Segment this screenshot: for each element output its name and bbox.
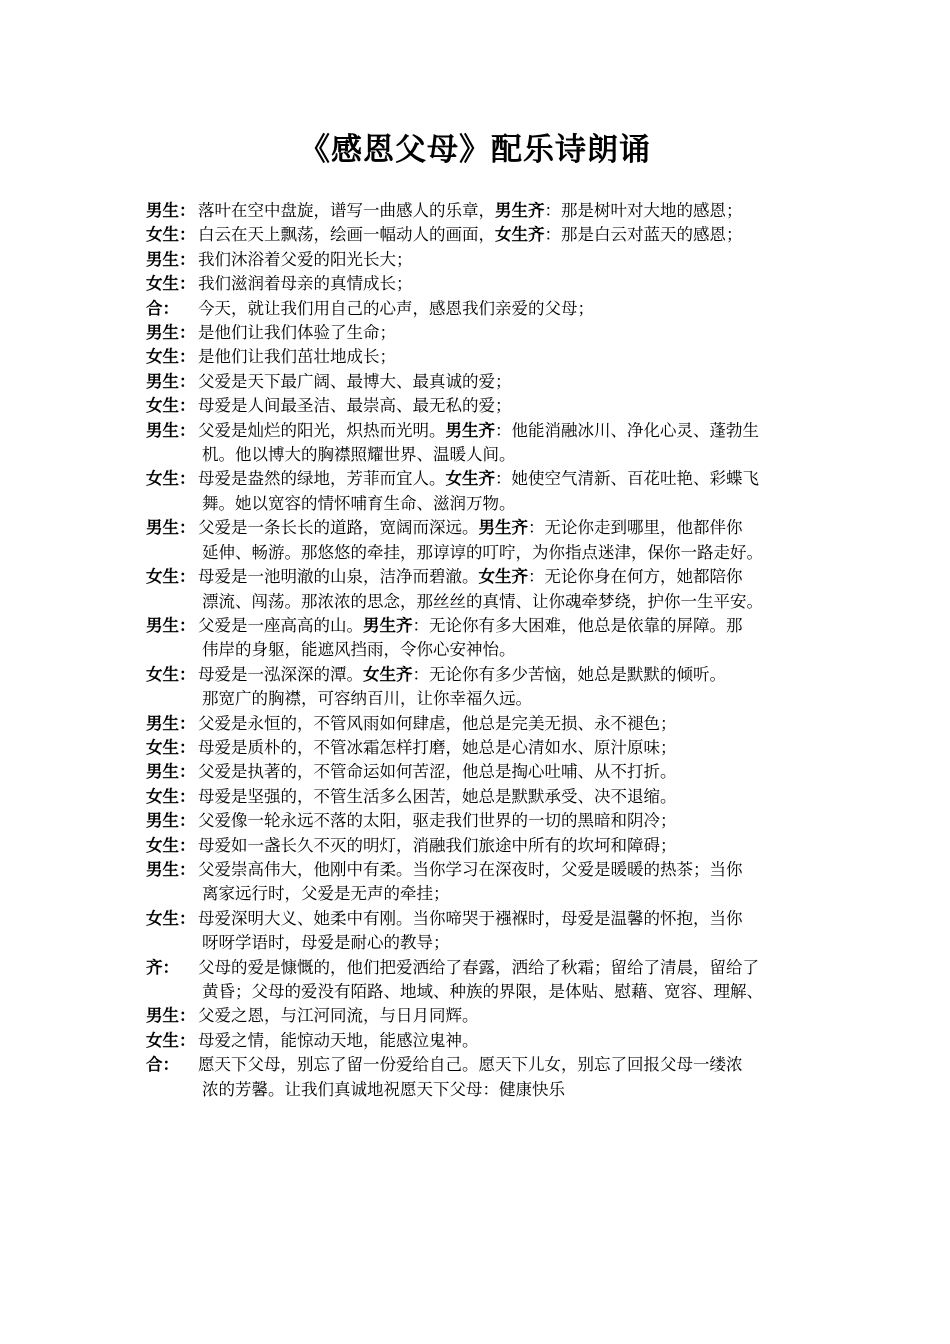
text-line bbox=[198, 272, 810, 296]
poem-paragraph bbox=[146, 248, 810, 272]
speaker-label: 男生： bbox=[146, 518, 196, 538]
line-text: 我们滋润着母亲的真情成长； bbox=[198, 274, 413, 294]
text-line bbox=[202, 590, 810, 614]
line-text: 母爱是一池明澈的山泉，洁净而碧澈。 bbox=[198, 567, 479, 587]
speaker-label: 齐： bbox=[146, 957, 179, 977]
line-text: 那宽广的胸襟，可容纳百川，让你幸福久远。 bbox=[202, 689, 532, 709]
text-line bbox=[202, 882, 810, 906]
line-text: 伟岸的身躯，能遮风挡雨，令你心安神怡。 bbox=[202, 640, 516, 660]
chorus-tag: 男生齐 bbox=[495, 201, 545, 220]
text-line bbox=[198, 516, 810, 540]
poem-paragraph bbox=[146, 614, 810, 663]
text-line bbox=[198, 467, 810, 491]
chorus-tag: 男生齐 bbox=[363, 615, 413, 635]
speaker-label: 男生： bbox=[146, 420, 196, 440]
line-text: 父爱是一座高高的山。 bbox=[198, 615, 363, 635]
line-text: 今天，就让我们用自己的心声，感恩我们亲爱的父母； bbox=[198, 298, 594, 318]
text-line bbox=[202, 687, 810, 711]
paragraph-lines bbox=[198, 419, 810, 468]
poem-paragraph bbox=[146, 907, 810, 956]
poem-paragraph bbox=[146, 272, 810, 296]
speaker-label: 女生： bbox=[146, 274, 196, 294]
speaker-label: 女生： bbox=[146, 835, 196, 855]
text-line bbox=[202, 443, 810, 467]
paragraph-lines bbox=[198, 1029, 810, 1053]
chorus-tag: 女生齐 bbox=[445, 469, 495, 489]
paragraph-lines bbox=[198, 760, 810, 784]
speaker-label: 合： bbox=[146, 1055, 179, 1075]
paragraph-lines bbox=[198, 321, 810, 345]
line-text: 舞。她以宽容的情怀哺育生命、滋润万物。 bbox=[202, 493, 516, 513]
speaker-label: 男生： bbox=[146, 1006, 196, 1026]
poem-paragraph bbox=[146, 760, 810, 784]
line-text: 母爱是盎然的绿地，芳菲而宜人。 bbox=[198, 469, 446, 489]
speaker-label: 女生： bbox=[146, 225, 196, 245]
text-line bbox=[198, 345, 810, 369]
page-title: 《感恩父母》配乐诗朗诵 bbox=[299, 132, 651, 168]
line-text: 父爱是灿烂的阳光，炽热而光明。 bbox=[198, 420, 446, 440]
poem-paragraph bbox=[146, 785, 810, 809]
poem-paragraph bbox=[146, 1004, 810, 1028]
paragraph-lines bbox=[198, 834, 810, 858]
line-text: 父爱是永恒的，不管风雨如何肆虐，他总是完美无损、永不褪色； bbox=[198, 713, 677, 733]
line-text: ：无论你有多少苦恼，她总是默默的倾听。 bbox=[412, 664, 726, 684]
line-text: 父爱是执著的，不管命运如何苦涩，他总是掏心吐哺、从不打折。 bbox=[198, 762, 677, 782]
line-text: 呀呀学语时，母爱是耐心的教导； bbox=[202, 933, 450, 953]
line-text: 机。他以博大的胸襟照耀世界、温暖人间。 bbox=[202, 445, 516, 465]
line-text: 延伸、畅游。那悠悠的牵挂，那谆谆的叮咛，为你指点迷津，保你一路走好。 bbox=[202, 542, 763, 562]
paragraph-lines bbox=[198, 297, 810, 321]
chorus-tag: 女生齐 bbox=[495, 225, 545, 245]
speaker-label: 女生： bbox=[146, 1030, 196, 1050]
text-line bbox=[198, 858, 810, 882]
text-line bbox=[198, 394, 810, 418]
paragraph-lines bbox=[198, 785, 810, 809]
line-text: 我们沐浴着父爱的阳光长大； bbox=[198, 249, 413, 269]
paragraph-lines bbox=[198, 248, 810, 272]
poem-paragraph bbox=[146, 712, 810, 736]
paragraph-lines bbox=[198, 858, 810, 907]
paragraph-lines bbox=[198, 956, 810, 1005]
text-line bbox=[198, 956, 810, 980]
line-text: 父爱是天下最广阔、最博大、最真诚的爱； bbox=[198, 371, 512, 391]
speaker-label: 男生： bbox=[146, 323, 196, 343]
text-line bbox=[202, 931, 810, 955]
text-line bbox=[198, 321, 810, 345]
speaker-label: 女生： bbox=[146, 396, 196, 416]
speaker-label: 男生： bbox=[146, 249, 196, 269]
line-text: 母爱是坚强的，不管生活多么困苦，她总是默默承受、决不退缩。 bbox=[198, 786, 677, 806]
paragraph-lines bbox=[198, 516, 810, 565]
speaker-label: 女生： bbox=[146, 567, 196, 587]
line-text: 白云在天上飘荡，绘画一幅动人的画面， bbox=[198, 225, 495, 245]
line-text: 母爱是人间最圣洁、最崇高、最无私的爱； bbox=[198, 396, 512, 416]
text-line bbox=[198, 663, 810, 687]
poem-paragraph bbox=[146, 565, 810, 614]
poem-paragraph bbox=[146, 199, 810, 223]
poem-paragraph bbox=[146, 1053, 810, 1102]
paragraph-lines bbox=[198, 199, 810, 223]
poem-paragraph bbox=[146, 467, 810, 516]
paragraph-lines bbox=[198, 370, 810, 394]
line-text: 是他们让我们茁壮地成长； bbox=[198, 347, 396, 367]
line-text: 母爱是一泓深深的潭。 bbox=[198, 664, 363, 684]
line-text: 母爱如一盏长久不灭的明灯，消融我们旅途中所有的坎坷和障碍； bbox=[198, 835, 677, 855]
text-line bbox=[198, 760, 810, 784]
paragraph-lines bbox=[198, 809, 810, 833]
poem-paragraph bbox=[146, 223, 810, 247]
text-line bbox=[198, 565, 810, 589]
speaker-label: 女生： bbox=[146, 737, 196, 757]
speaker-label: 女生： bbox=[146, 908, 196, 928]
chorus-tag: 男生齐 bbox=[445, 420, 495, 440]
poem-paragraph bbox=[146, 297, 810, 321]
poem-paragraph bbox=[146, 834, 810, 858]
poem-body bbox=[146, 199, 810, 1102]
paragraph-lines bbox=[198, 1053, 810, 1102]
paragraph-lines bbox=[198, 736, 810, 760]
paragraph-lines bbox=[198, 712, 810, 736]
text-line bbox=[202, 541, 810, 565]
poem-paragraph bbox=[146, 419, 810, 468]
text-line bbox=[198, 297, 810, 321]
poem-paragraph bbox=[146, 394, 810, 418]
line-text: 愿天下父母，别忘了留一份爱给自己。愿天下儿女，别忘了回报父母一缕浓 bbox=[198, 1055, 743, 1075]
speaker-label: 男生： bbox=[146, 859, 196, 879]
speaker-label: 女生： bbox=[146, 347, 196, 367]
paragraph-lines bbox=[198, 614, 810, 663]
speaker-label: 男生： bbox=[146, 371, 196, 391]
poem-paragraph bbox=[146, 370, 810, 394]
paragraph-lines bbox=[198, 1004, 810, 1028]
poem-paragraph bbox=[146, 345, 810, 369]
text-line bbox=[198, 1029, 810, 1053]
chorus-tag: 女生齐 bbox=[363, 664, 413, 684]
line-text: ：无论你有多大困难，他总是依靠的屏障。那 bbox=[412, 615, 743, 635]
text-line bbox=[198, 712, 810, 736]
text-line bbox=[198, 1004, 810, 1028]
paragraph-lines bbox=[198, 565, 810, 614]
speaker-label: 男生： bbox=[146, 762, 196, 782]
line-text: 母爱是质朴的，不管冰霜怎样打磨，她总是心清如水、原汁原味； bbox=[198, 737, 677, 757]
paragraph-lines bbox=[198, 907, 810, 956]
line-text: 黄昏；父母的爱没有陌路、地域、种族的界限，是体贴、慰藉、宽容、理解、 bbox=[202, 982, 763, 1001]
line-text: ：那是白云对蓝天的感恩； bbox=[544, 225, 743, 245]
text-line bbox=[198, 370, 810, 394]
poem-paragraph bbox=[146, 1029, 810, 1053]
line-text: 母爱之情，能惊动天地，能感泣鬼神。 bbox=[198, 1030, 479, 1050]
text-line bbox=[198, 736, 810, 760]
text-line bbox=[198, 1053, 810, 1077]
text-line bbox=[202, 492, 810, 516]
poem-paragraph bbox=[146, 736, 810, 760]
text-line bbox=[198, 614, 810, 638]
line-text: 母爱深明大义、她柔中有刚。当你啼哭于襁褓时，母爱是温馨的怀抱，当你 bbox=[198, 908, 743, 928]
text-line bbox=[198, 907, 810, 931]
text-line bbox=[198, 223, 810, 247]
line-text: ：无论你身在何方，她都陪你 bbox=[528, 567, 743, 587]
text-line bbox=[198, 248, 810, 272]
poem-paragraph bbox=[146, 858, 810, 907]
speaker-label: 女生： bbox=[146, 469, 196, 489]
line-text: ：他能消融冰川、净化心灵、蓬勃生 bbox=[495, 420, 759, 440]
line-text: 父爱像一轮永远不落的太阳，驱走我们世界的一切的黑暗和阴冷； bbox=[198, 811, 677, 831]
speaker-label: 男生： bbox=[146, 713, 196, 733]
chorus-tag: 男生齐 bbox=[478, 518, 528, 538]
text-line bbox=[198, 199, 810, 223]
line-text: 父母的爱是慷慨的，他们把爱洒给了春露，洒给了秋霜；留给了清晨，留给了 bbox=[198, 957, 759, 977]
line-text: ：那是树叶对大地的感恩； bbox=[544, 201, 743, 220]
line-text: 是他们让我们体验了生命； bbox=[198, 323, 396, 343]
speaker-label: 男生： bbox=[146, 615, 196, 635]
speaker-label: 男生： bbox=[146, 201, 196, 220]
paragraph-lines bbox=[198, 394, 810, 418]
line-text: ：她使空气清新、百花吐艳、彩蝶飞 bbox=[495, 469, 759, 489]
text-line bbox=[198, 809, 810, 833]
text-line bbox=[202, 1078, 810, 1102]
paragraph-lines bbox=[198, 345, 810, 369]
speaker-label: 合： bbox=[146, 298, 179, 318]
text-line bbox=[202, 980, 810, 1004]
poem-paragraph bbox=[146, 516, 810, 565]
line-text: 浓的芳馨。让我们真诚地祝愿天下父母：健康快乐 bbox=[202, 1079, 565, 1099]
paragraph-lines bbox=[198, 272, 810, 296]
poem-paragraph bbox=[146, 956, 810, 1005]
line-text: 父爱崇高伟大，他刚中有柔。当你学习在深夜时，父爱是暖暖的热茶；当你 bbox=[198, 859, 743, 879]
poem-paragraph bbox=[146, 663, 810, 712]
line-text: ：无论你走到哪里，他都伴你 bbox=[528, 518, 743, 538]
line-text: 离家远行时，父爱是无声的牵挂； bbox=[202, 884, 450, 904]
line-text: 父爱之恩，与江河同流，与日月同辉。 bbox=[198, 1006, 479, 1026]
poem-paragraph bbox=[146, 321, 810, 345]
speaker-label: 女生： bbox=[146, 664, 196, 684]
text-line bbox=[198, 785, 810, 809]
paragraph-lines bbox=[198, 467, 810, 516]
speaker-label: 女生： bbox=[146, 786, 196, 806]
text-line bbox=[198, 834, 810, 858]
speaker-label: 男生： bbox=[146, 811, 196, 831]
line-text: 父爱是一条长长的道路，宽阔而深远。 bbox=[198, 518, 479, 538]
paragraph-lines bbox=[198, 223, 810, 247]
paragraph-lines bbox=[198, 663, 810, 712]
poem-paragraph bbox=[146, 809, 810, 833]
line-text: 落叶在空中盘旋，谱写一曲感人的乐章， bbox=[198, 201, 495, 220]
chorus-tag: 女生齐 bbox=[478, 567, 528, 587]
text-line bbox=[198, 419, 810, 443]
text-line bbox=[202, 638, 810, 662]
line-text: 漂流、闯荡。那浓浓的思念，那丝丝的真情、让你魂牵梦绕，护你一生平安。 bbox=[202, 591, 763, 611]
